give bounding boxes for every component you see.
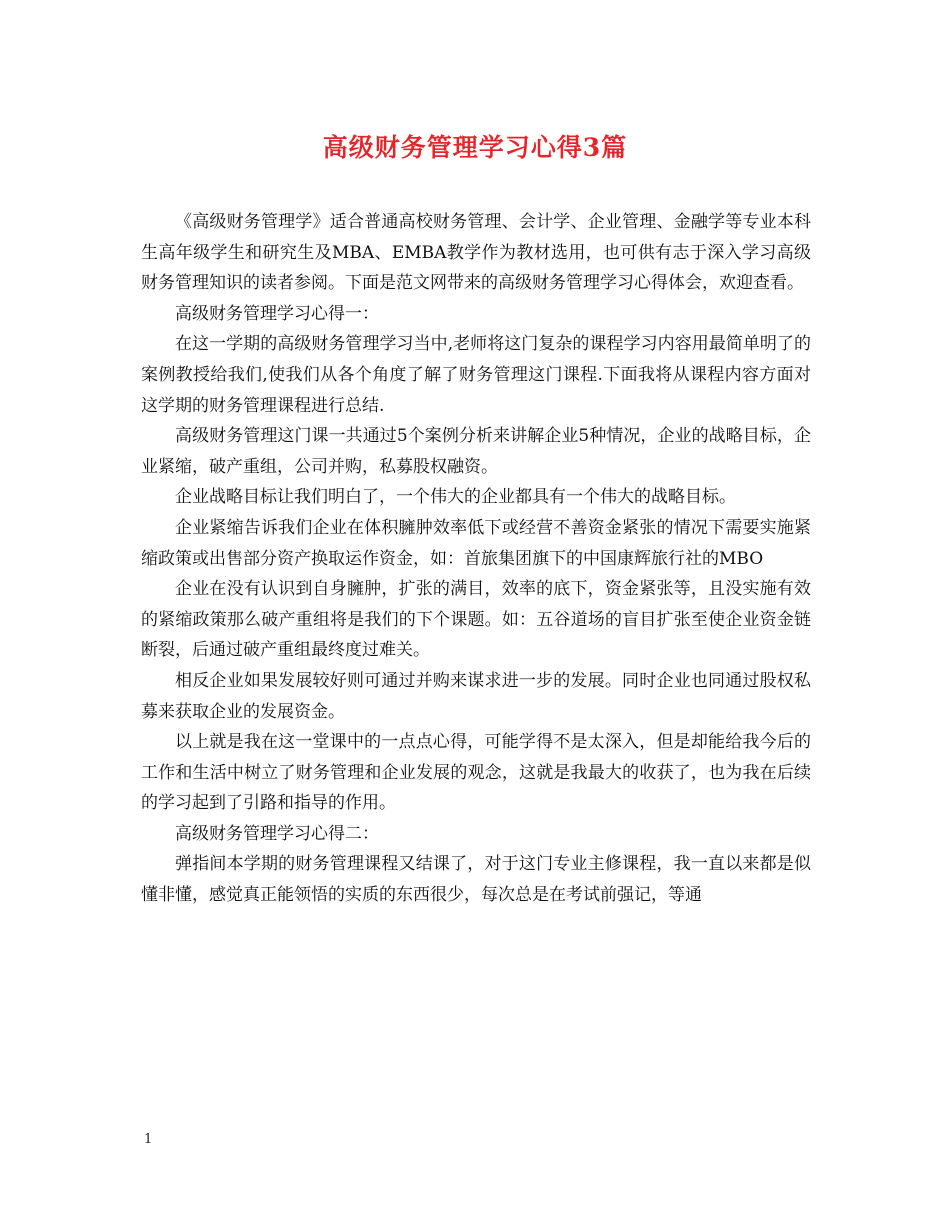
section-heading-two: 高级财务管理学习心得二：	[175, 823, 379, 844]
document-body	[141, 207, 811, 911]
section-heading-one: 高级财务管理学习心得一：	[175, 303, 379, 324]
paragraph: 企业在没有认识到自身臃肿，扩张的满目，效率的底下，资金紧张等，且没实施有效的紧缩政策那么破产重组将是我们的下个课题。如：五谷道场的盲目扩张至使企业资金链断裂，后通过破产重组最终度过难关。	[141, 579, 811, 661]
paragraph: 高级财务管理这门课一共通过5个案例分析来讲解企业5种情况，企业的战略目标，企业紧缩，破产重组，公司并购，私募股权融资。	[141, 426, 811, 477]
page-number: 1	[144, 1132, 153, 1147]
paragraph: 相反企业如果发展较好则可通过并购来谋求进一步的发展。同时企业也同通过股权私募来获取企业的发展资金。	[141, 670, 811, 722]
paragraph-intro: 《高级财务管理学》适合普通高校财务管理、会计学、企业管理、金融学等专业本科生高年级学生和研究生及MBA、EMBA教学作为教材选用，也可供有志于深入学习高级财务管理知识的读者参阅。下面是范文网带来的高级财务管理学习心得体会，欢迎查看。	[141, 212, 811, 294]
paragraph: 以上就是我在这一堂课中的一点点心得，可能学得不是太深入，但是却能给我今后的工作和生活中树立了财务管理和企业发展的观念，这就是我最大的收获了，也为我在后续的学习起到了引路和指导的作用。	[141, 732, 811, 814]
paragraph: 企业紧缩告诉我们企业在体积臃肿效率低下或经营不善资金紧张的情况下需要实施紧缩政策或出售部分资产换取运作资金，如：首旅集团旗下的中国康辉旅行社的MBO	[141, 517, 811, 569]
paragraph: 在这一学期的高级财务管理学习当中,老师将这门复杂的课程学习内容用最简单明了的案例教授给我们,使我们从各个角度了解了财务管理这门课程.下面我将从课程内容方面对这学期的财务管理课程进行总结.	[141, 334, 811, 416]
paragraph: 企业战略目标让我们明白了，一个伟大的企业都具有一个伟大的战略目标。	[175, 487, 736, 508]
paragraph: 弹指间本学期的财务管理课程又结课了，对于这门专业主修课程，我一直以来都是似懂非懂，感觉真正能领悟的实质的东西很少，每次总是在考试前强记，等通	[141, 854, 811, 906]
document-title: 高级财务管理学习心得3篇	[322, 133, 628, 162]
